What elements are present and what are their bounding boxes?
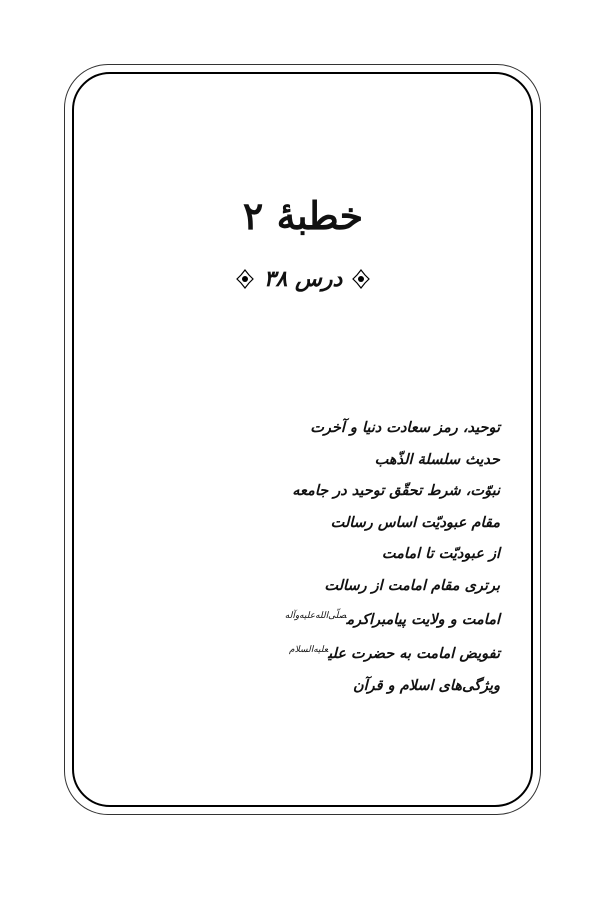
topic-item: ویژگی‌های اسلام و قرآن — [352, 676, 500, 694]
ornament-right-icon — [352, 269, 370, 289]
topic-item-prophet — [240, 601, 500, 635]
topic-item: توحید، رمز سعادت دنیا و آخرت — [310, 419, 500, 436]
sermon-title: خطبهٔ ۲ — [242, 193, 364, 239]
honorific-prophet: صلّی‌الله‌علیه‌وآله — [284, 611, 347, 621]
topic-item: نبوّت، شرط تحقّق توحید در جامعه — [292, 482, 500, 499]
topic-list — [240, 412, 500, 701]
topic-item-ali — [240, 635, 500, 669]
lesson-label: درس ۳۸ — [263, 266, 343, 292]
lesson-heading — [0, 266, 606, 292]
topic-text: تفویض امامت به حضرت علی — [328, 645, 500, 663]
topic-item: برتری مقام امامت از رسالت — [324, 576, 500, 594]
ornament-left-icon — [236, 269, 254, 289]
topic-item: از عبودیّت تا امامت — [381, 545, 500, 562]
topic-item: حدیث سلسلة الذّهب — [374, 450, 500, 468]
honorific-ali: علیه‌السلام — [289, 645, 329, 656]
topic-text: امامت و ولایت پیامبراکرم — [346, 610, 500, 628]
topic-item: مقام عبودیّت اساس رسالت — [330, 513, 500, 531]
